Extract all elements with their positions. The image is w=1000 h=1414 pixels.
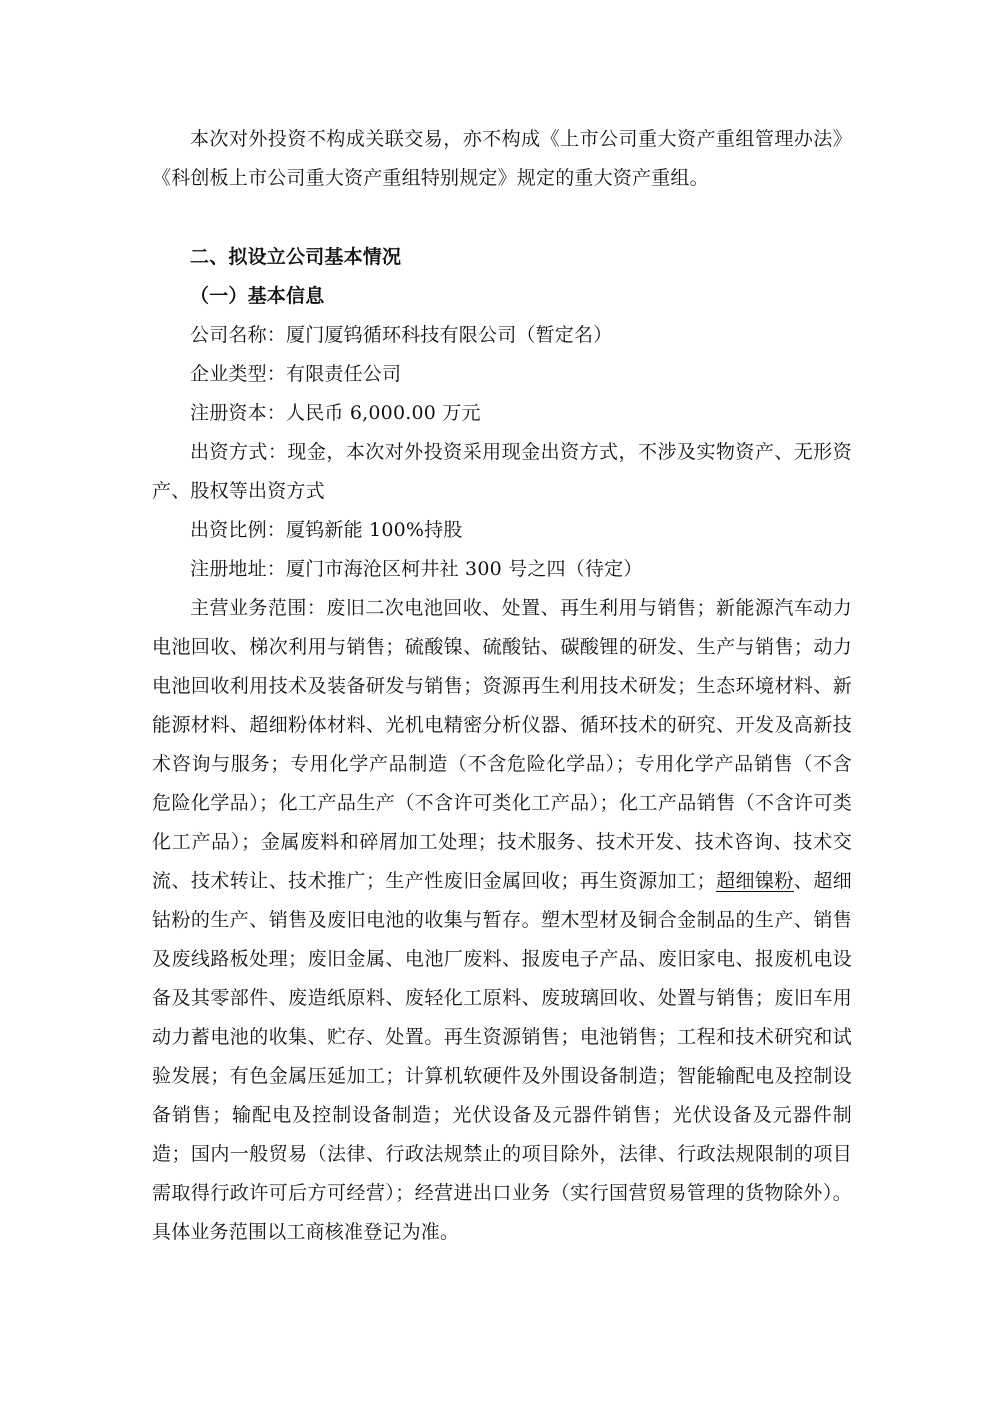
business-scope-text-part1: 主营业务范围：废旧二次电池回收、处置、再生利用与销售；新能源汽车动力电池回收、梯次利用与销售；硫酸镍、硫酸钴、碳酸锂的研发、生产与销售；动力电池回收利用技术及装备研发与销售；资源再生利用技术研发；生态环境材料、新能源材料、超细粉体材料、光机电精密分析仪器、循环技术的研究、开发及高新技术咨询与服务；专用化学产品制造（不含危险化学品）；专用化学产品销售（不含危险化学品）；化工产品生产（不含许可类化工产品）；化工产品销售（不含许可类化工产品）；金属废料和碎屑加工处理；技术服务、技术开发、技术咨询、技术交流、技术转让、技术推广；生产性废旧金属回收；再生资源加工；: [152, 597, 852, 892]
business-scope-text-part2: 、超细钴粉的生产、销售及废旧电池的收集与暂存。塑木型材及铜合金制品的生产、销售及废线路板处理；废旧金属、电池厂废料、报废电子产品、废旧家电、报废机电设备及其零部件、废造纸原料、废轻化工原料、废玻璃回收、处置与销售；废旧车用动力蓄电池的收集、贮存、处置。再生资源销售；电池销售；工程和技术研究和试验发展；有色金属压延加工；计算机软硬件及外围设备制造；智能输配电及控制设备销售；输配电及控制设备制造；光伏设备及元器件销售；光伏设备及元器件制造；国内一般贸易（法律、行政法规禁止的项目除外，法律、行政法规限制的项目需取得行政许可后方可经营）；经营进出口业务（实行国营贸易管理的货物除外）。具体业务范围以工商核准登记为准。: [152, 870, 852, 1243]
enterprise-type-line: 企业类型：有限责任公司: [190, 363, 402, 385]
section-gap: [152, 198, 852, 238]
intro-paragraph: 本次对外投资不构成关联交易，亦不构成《上市公司重大资产重组管理办法》《科创板上市公司重大资产重组特别规定》规定的重大资产重组。: [152, 128, 852, 189]
section-title: 二、拟设立公司基本情况: [190, 246, 402, 268]
subsection-title: （一）基本信息: [190, 285, 325, 307]
investment-method-line: 出资方式：现金，本次对外投资采用现金出资方式，不涉及实物资产、无形资产、股权等出资方式: [152, 441, 852, 502]
registered-address-line: 注册地址：厦门市海沧区柯井社 300 号之四（待定）: [190, 558, 643, 580]
registered-capital-line: 注册资本：人民币 6,000.00 万元: [190, 402, 481, 424]
business-scope-paragraph: [152, 589, 852, 1252]
document-body: [152, 120, 852, 1252]
company-name-line: 公司名称：厦门厦钨循环科技有限公司（暂定名）: [190, 324, 613, 346]
business-scope-underlined-text: 超细镍粉: [715, 870, 794, 892]
investment-ratio-line: 出资比例：厦钨新能 100%持股: [190, 519, 463, 541]
